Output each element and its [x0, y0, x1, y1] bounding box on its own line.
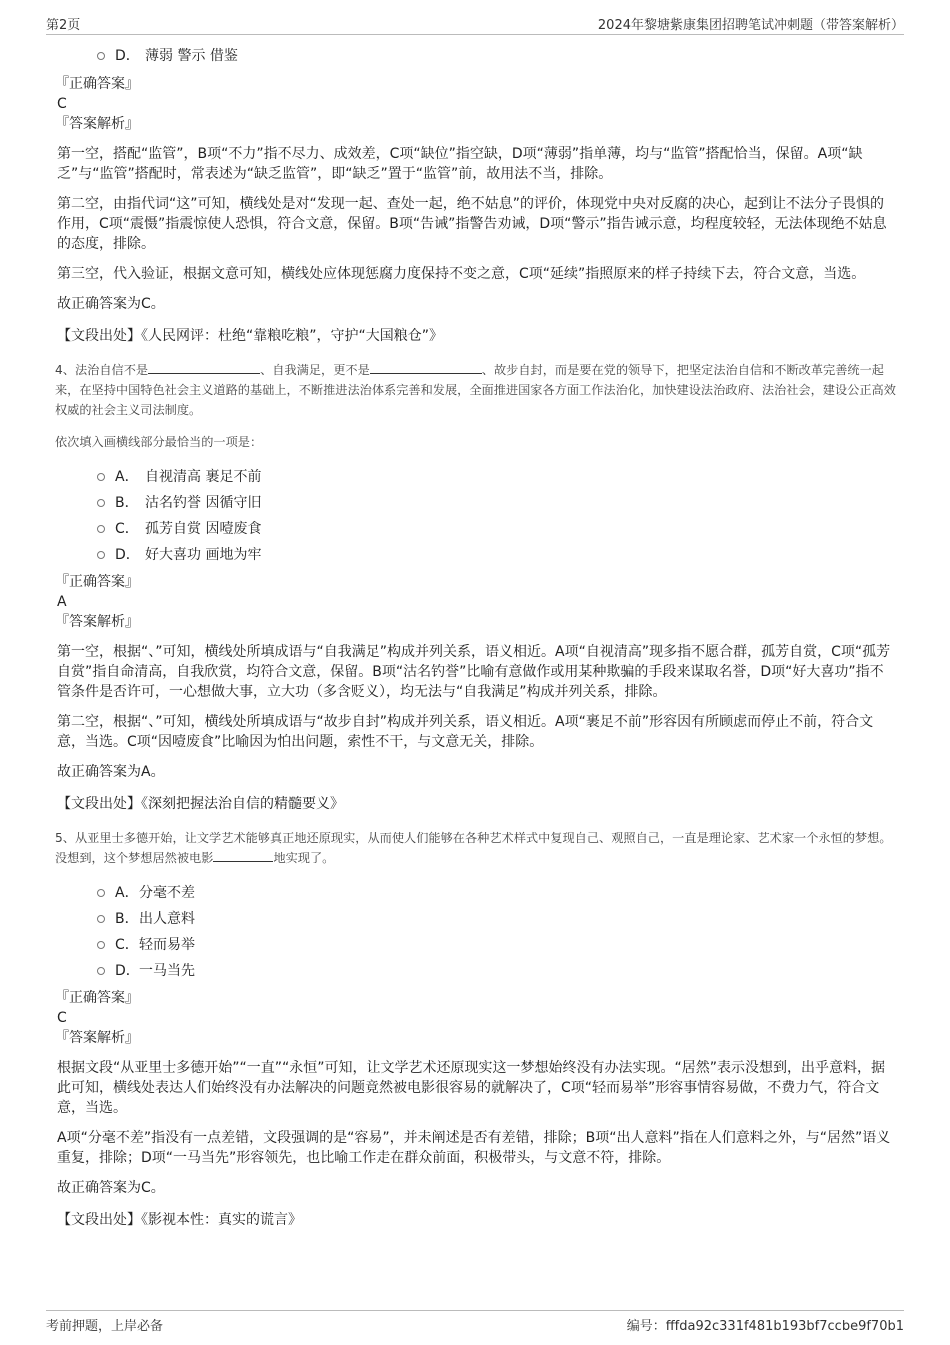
option-text: 自视清高 裹足不前	[145, 469, 262, 485]
conclusion: 故正确答案为C。	[57, 296, 165, 312]
blank-line	[370, 361, 482, 374]
option-b[interactable]	[57, 906, 897, 932]
source-citation: 【文段出处】《人民网评：杜绝“靠粮吃粮”，守护“大国粮仓”》	[57, 328, 444, 344]
stem-part: 、故步自封，而是要在党的领导下，把坚定法治自信和不断改革完善统一起来，在坚持中国特色社会主义道路的基础上，不断推进法治体系完善和发展，全面推进国家各方面工作法治化，加快建设法治政府、法治社会，建设公正高效权威的社会主义司法制度。	[55, 363, 896, 417]
radio-icon[interactable]	[97, 551, 105, 559]
option-letter: D．	[115, 547, 140, 563]
page-content	[57, 44, 897, 1230]
question-stem	[55, 828, 897, 868]
correct-answer: C	[57, 96, 67, 112]
question-prompt: 依次填入画横线部分最恰当的一项是：	[55, 435, 263, 449]
option-c[interactable]	[57, 932, 897, 958]
option-letter: D．	[115, 48, 140, 64]
analysis-label: 『答案解析』	[55, 614, 139, 630]
page-header	[46, 12, 904, 35]
option-text: 沽名钓誉 因循守旧	[145, 495, 262, 511]
option-a[interactable]	[57, 464, 897, 490]
document-title: 2024年黎塘紫康集团招聘笔试冲刺题（带答案解析）	[597, 18, 904, 33]
option-letter: B．	[115, 911, 139, 927]
source-citation: 【文段出处】《深刻把握法治自信的精髓要义》	[57, 796, 344, 812]
blank-line	[148, 361, 260, 374]
correct-answer: A	[57, 594, 67, 610]
analysis-paragraph: 第三空，代入验证，根据文意可知，横线处应体现惩腐力度保持不变之意，C项“延续”指照原来的样子持续下去，符合文意，当选。	[57, 266, 866, 282]
footer-slogan: 考前押题，上岸必备	[46, 1319, 164, 1334]
option-text: 分毫不差	[139, 885, 195, 901]
radio-icon[interactable]	[97, 525, 105, 533]
radio-icon[interactable]	[97, 499, 105, 507]
analysis-label: 『答案解析』	[55, 116, 139, 132]
stem-part: 地实现了。	[273, 851, 335, 865]
option-text: 好大喜功 画地为牢	[145, 547, 262, 563]
analysis-paragraph: 第二空，由指代词“这”可知，横线处是对“发现一起、查处一起，绝不姑息”的评价，体现党中央对反腐的决心，起到让不法分子畏惧的作用，C项“震慑”指震惊使人恐惧，符合文意，保留。B项“告诫”指警告劝诫，D项“警示”指告诫示意，均程度较轻，无法体现绝不姑息的态度，排除。	[57, 196, 887, 252]
option-a[interactable]	[57, 880, 897, 906]
analysis-paragraph: 根据文段“从亚里士多德开始”“一直”“永恒”可知，让文学艺术还原现实这一梦想始终没有办法实现。“居然”表示没想到，出乎意料，据此可知，横线处表达人们始终没有办法解决的问题竟然被电影很容易的就解决了，C项“轻而易举”形容事情容易做，不费力气，符合文意，当选。	[57, 1060, 886, 1116]
option-text: 一马当先	[139, 963, 195, 979]
page-number: 第2页	[46, 18, 81, 33]
stem-part: 4、法治自信不是	[55, 363, 149, 377]
answer-label: 『正确答案』	[55, 76, 139, 92]
question-stem	[55, 360, 897, 420]
option-text: 孤芳自赏 因噎废食	[145, 521, 262, 537]
analysis-paragraph: 第一空，根据“、”可知，横线处所填成语与“自我满足”构成并列关系，语义相近。A项“自视清高”现多指不愿合群，孤芳自赏，C项“孤芳自赏”指自命清高，自我欣赏，均符合文意，保留。B项“沽名钓誉”比喻有意做作或用某种欺骗的手段来谋取名誉，D项“好大喜功”指不管条件是否许可，一心想做大事，立大功（多含贬义），均无法与“自我满足”构成并列关系，排除。	[57, 644, 891, 700]
option-d[interactable]	[57, 542, 897, 568]
option-text: 薄弱 警示 借鉴	[145, 48, 238, 64]
page-footer	[46, 1310, 904, 1333]
analysis-paragraph: 第一空，搭配“监管”，B项“不力”指不尽力、成效差，C项“缺位”指空缺，D项“薄弱”指单薄，均与“监管”搭配恰当，保留。A项“缺乏”与“监管”搭配时，常表述为“缺乏监管”，即“缺乏”置于“监管”前，故用法不当，排除。	[57, 146, 863, 182]
answer-label: 『正确答案』	[55, 990, 139, 1006]
radio-icon[interactable]	[97, 52, 105, 60]
correct-answer: C	[57, 1010, 67, 1026]
option-letter: C．	[115, 937, 139, 953]
radio-icon[interactable]	[97, 941, 105, 949]
option-letter: A．	[115, 469, 139, 485]
conclusion: 故正确答案为C。	[57, 1180, 165, 1196]
option-letter: D．	[115, 963, 140, 979]
option-d[interactable]	[57, 958, 897, 984]
analysis-paragraph: A项“分毫不差”指没有一点差错，文段强调的是“容易”，并未阐述是否有差错，排除；B项“出人意料”指在人们意料之外，与“居然”语义重复，排除；D项“一马当先”形容领先，也比喻工作走在群众前面，积极带头，与文意不符，排除。	[57, 1130, 891, 1166]
stem-part: 、自我满足，更不是	[260, 363, 370, 377]
answer-label: 『正确答案』	[55, 574, 139, 590]
blank-line	[213, 849, 273, 862]
option-text: 出人意料	[139, 911, 195, 927]
option-c[interactable]	[57, 516, 897, 542]
analysis-label: 『答案解析』	[55, 1030, 139, 1046]
radio-icon[interactable]	[97, 473, 105, 481]
option-d[interactable]	[57, 43, 897, 69]
radio-icon[interactable]	[97, 889, 105, 897]
option-letter: C．	[115, 521, 139, 537]
option-letter: A．	[115, 885, 139, 901]
analysis-paragraph: 第二空，根据“、”可知，横线处所填成语与“故步自封”构成并列关系，语义相近。A项“裹足不前”形容因有所顾虑而停止不前，符合文意，当选。C项“因噎废食”比喻因为怕出问题，索性不干，与文意无关，排除。	[57, 714, 874, 750]
option-b[interactable]	[57, 490, 897, 516]
radio-icon[interactable]	[97, 967, 105, 975]
stem-part: 5、从亚里士多德开始，让文学艺术能够真正地还原现实，从而使人们能够在各种艺术样式中复现自己、观照自己，一直是理论家、艺术家一个永恒的梦想。没想到，这个梦想居然被电影	[55, 831, 892, 865]
document-id: 编号：fffda92c331f481b193bf7ccbe9f70b1	[626, 1319, 904, 1334]
radio-icon[interactable]	[97, 915, 105, 923]
source-citation: 【文段出处】《影视本性：真实的谎言》	[57, 1212, 302, 1228]
conclusion: 故正确答案为A。	[57, 764, 165, 780]
option-text: 轻而易举	[139, 937, 195, 953]
option-letter: B．	[115, 495, 139, 511]
